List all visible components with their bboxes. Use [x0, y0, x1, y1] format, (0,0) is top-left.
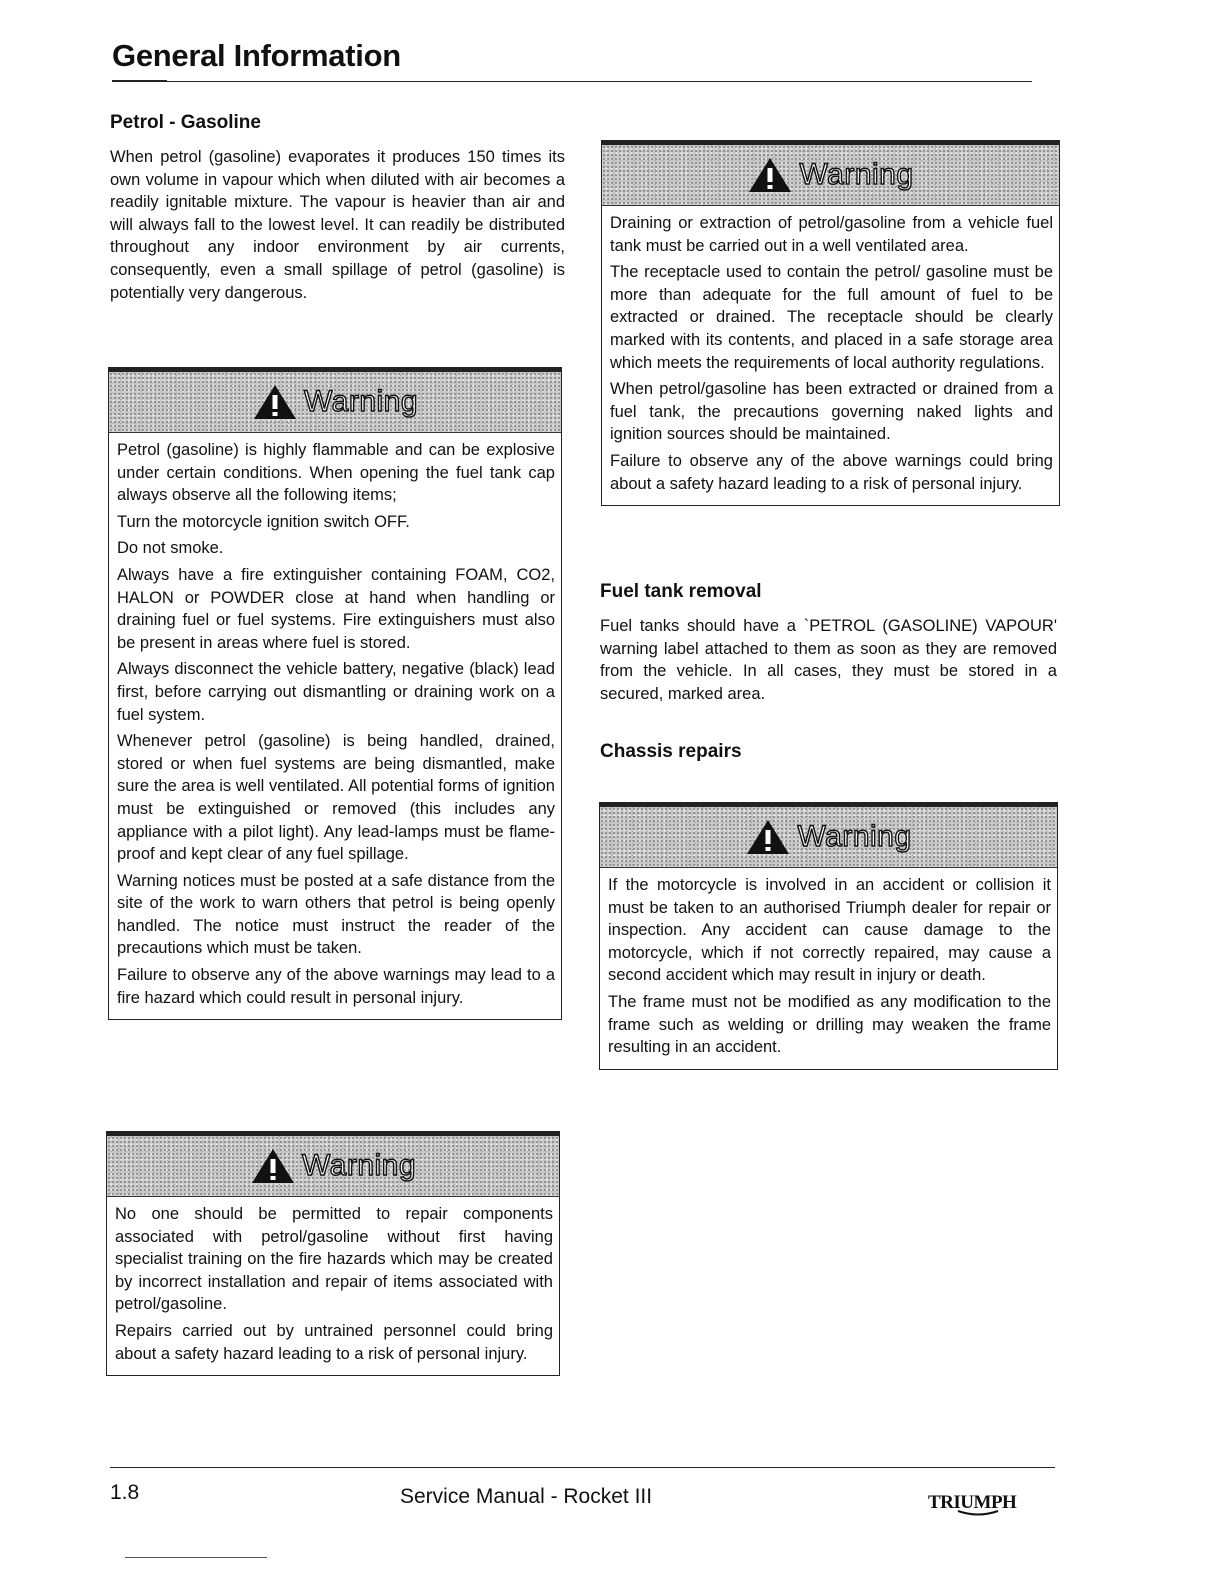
warning-paragraph: If the motorcycle is involved in an accident or collision it must be taken to an authorised Triumph dealer for repair or inspection. Any accident can cause damage to the motorcycle, which if not correctly repaired, may cause a second accident which may result in injury or death. [608, 876, 1051, 985]
warning-paragraph: Turn the motorcycle ignition switch OFF. [117, 512, 410, 531]
warning-title: Warning [301, 1149, 417, 1182]
warning-body [109, 433, 561, 1019]
warning-paragraph: Failure to observe any of the above warnings may lead to a fire hazard which could result in personal injury. [117, 966, 555, 1007]
warning-paragraph: When petrol/gasoline has been extracted or drained from a fuel tank, the precautions governing naked lights and ignition sources should be maintained. [610, 380, 1053, 444]
warning-header [602, 141, 1059, 206]
warning-paragraph: The receptacle used to contain the petrol/ gasoline must be more than adequate for the full amount of fuel to be extracted or drained. The receptacle should be clearly marked with its contents, and placed in a safe storage area which meets the requirements of local authority regulations. [610, 263, 1053, 372]
fuel-tank-paragraph: Fuel tanks should have a `PETROL (GASOLINE) VAPOUR' warning label attached to them as soon as they are removed from the vehicle. In all cases, they must be stored in a secured, marked area. [600, 617, 1057, 703]
warning-paragraph: Draining or extraction of petrol/gasoline from a vehicle fuel tank must be carried out in a well ventilated area. [610, 214, 1053, 255]
warning-paragraph: The frame must not be modified as any modification to the frame such as welding or drilling may weaken the frame resulting in an accident. [608, 992, 1051, 1057]
warning-paragraph: Repairs carried out by untrained personnel could bring about a safety hazard leading to a risk of personal injury. [115, 1321, 553, 1363]
warning-paragraph: Always disconnect the vehicle battery, negative (black) lead first, before carrying out dismantling or draining work on a fuel system. [117, 660, 555, 724]
manual-title: Service Manual - Rocket III [400, 1485, 653, 1508]
warning-header [109, 368, 561, 433]
warning-paragraph: Whenever petrol (gasoline) is being handled, drained, stored or when fuel systems are being dismantled, make sure the area is well ventilated. All potential forms of ignition must be extinguished or removed (this includes any appliance with a pilot light). Any lead-lamps must be flame-proof and kept clear of any fuel spillage. [117, 732, 555, 864]
warning-paragraph: Always have a fire extinguisher containing FOAM, CO2, HALON or POWDER close at hand when handling or draining fuel or fuel systems. Fire extinguishers must also be present in areas where fuel is stored. [117, 565, 555, 652]
warning-title: Warning [799, 158, 914, 191]
warning-triangle-icon [252, 383, 298, 421]
warning-body [600, 868, 1057, 1069]
triumph-logo-text: TRIUMPH [928, 1492, 1017, 1513]
chassis-heading: Chassis repairs [600, 741, 742, 762]
footer-divider [110, 1467, 1055, 1468]
warning-title: Warning [797, 820, 912, 853]
title-divider [112, 81, 1032, 82]
title-divider-accent [112, 80, 167, 82]
petrol-section [110, 112, 565, 304]
warning-paragraph: Failure to observe any of the above warnings could bring about a safety hazard leading to a risk of personal injury. [610, 451, 1053, 493]
warning-header [107, 1132, 559, 1197]
warning-paragraph: Do not smoke. [117, 539, 224, 558]
warning-triangle-icon [747, 156, 793, 194]
petrol-paragraph: When petrol (gasoline) evaporates it produces 150 times its own volume in vapour which when diluted with air becomes a readily ignitable mixture. The vapour is heavier than air and will always fall to the lowest level. It can readily be distributed throughout any indoor environment by air currents, consequently, even a small spillage of petrol (gasoline) is potentially very dangerous. [110, 148, 565, 302]
warning-body [602, 206, 1059, 505]
warning-box-draining [601, 140, 1060, 506]
warning-header [600, 803, 1057, 868]
page-title: General Information [112, 38, 401, 73]
warning-box-accident [599, 802, 1058, 1070]
warning-box-training [106, 1131, 560, 1376]
warning-paragraph: No one should be permitted to repair components associated with petrol/gasoline without first having specialist training on the fire hazards which may be created by incorrect installation and repair of items associated with petrol/gasoline. [115, 1205, 553, 1314]
page-number: 1.8 [110, 1481, 140, 1504]
warning-paragraph: Warning notices must be posted at a safe distance from the site of the work to warn others that petrol is being openly handled. The notice must instruct the reader of the precautions which must be taken. [117, 871, 555, 958]
chassis-section [600, 741, 1057, 775]
triumph-logo [928, 1488, 1028, 1518]
petrol-heading: Petrol - Gasoline [110, 112, 261, 133]
warning-body [107, 1197, 559, 1375]
fuel-tank-section [600, 581, 1057, 705]
warning-title: Warning [303, 385, 419, 418]
warning-triangle-icon [250, 1147, 296, 1185]
fuel-tank-heading: Fuel tank removal [600, 581, 762, 602]
bottom-link-line [125, 1557, 267, 1558]
warning-box-flammable [108, 367, 562, 1020]
warning-paragraph: Petrol (gasoline) is highly flammable and can be explosive under certain conditions. When opening the fuel tank cap always observe all the following items; [117, 441, 555, 505]
warning-triangle-icon [745, 818, 791, 856]
